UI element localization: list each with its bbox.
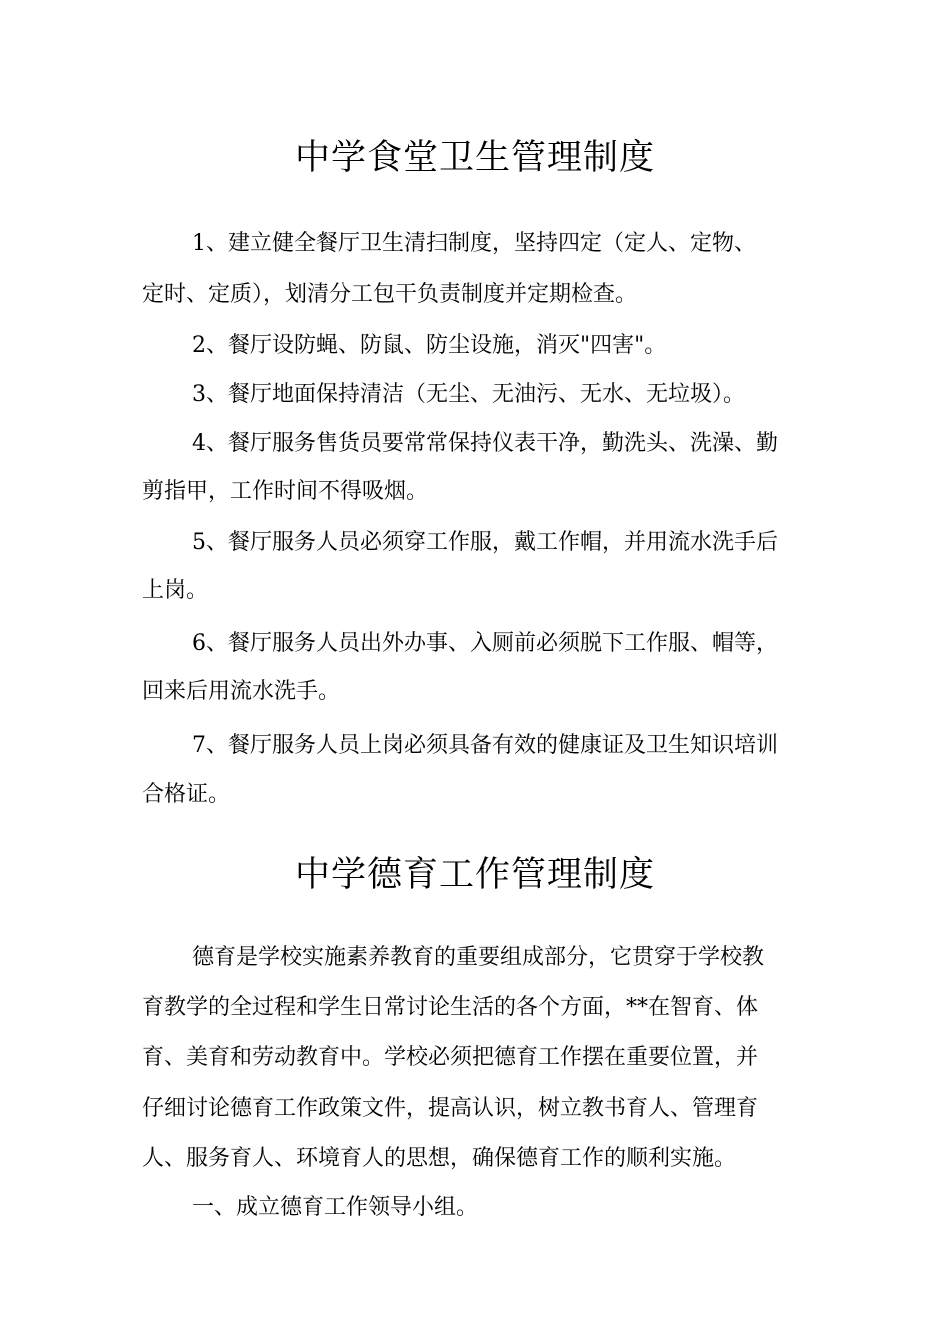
s2-paragraph-line-2: 育教学的全过程和学生日常讨论生活的各个方面，**在智育、体 (142, 995, 759, 1020)
s1-item-4-line-1: 4、餐厅服务售货员要常常保持仪表干净，勤洗头、洗澡、勤 (192, 431, 778, 456)
s1-item-1-line-1: 1、建立健全餐厅卫生清扫制度，坚持四定（定人、定物、 (192, 231, 756, 256)
s1-item-7-line-2: 合格证。 (142, 782, 231, 807)
s1-item-7-line-1: 7、餐厅服务人员上岗必须具备有效的健康证及卫生知识培训 (192, 733, 778, 758)
s1-item-5-line-1: 5、餐厅服务人员必须穿工作服，戴工作帽，并用流水洗手后 (192, 530, 778, 555)
s2-paragraph-line-3: 育、美育和劳动教育中。学校必须把德育工作摆在重要位置，并 (142, 1045, 759, 1070)
s1-item-5-line-2: 上岗。 (142, 578, 209, 603)
s1-item-6-line-2: 回来后用流水洗手。 (142, 679, 341, 704)
s2-paragraph-line-1: 德育是学校实施素养教育的重要组成部分，它贯穿于学校教 (192, 945, 765, 970)
s2-heading-1: 一、成立德育工作领导小组。 (192, 1195, 479, 1220)
section-2-title: 中学德育工作管理制度 (294, 855, 655, 895)
s1-item-3: 3、餐厅地面保持清洁（无尘、无油污、无水、无垃圾）。 (192, 382, 745, 407)
s1-item-6-line-1: 6、餐厅服务人员出外办事、入厕前必须脱下工作服、帽等， (192, 631, 778, 656)
s2-paragraph-line-5: 人、服务育人、环境育人的思想，确保德育工作的顺利实施。 (142, 1146, 737, 1171)
s1-item-4-line-2: 剪指甲，工作时间不得吸烟。 (142, 479, 429, 504)
s1-item-1-line-2: 定时、定质），划清分工包干负责制度并定期检查。 (142, 282, 638, 307)
section-1-title: 中学食堂卫生管理制度 (294, 138, 655, 178)
s1-item-2: 2、餐厅设防蝇、防鼠、防尘设施，消灭"四害"。 (192, 333, 667, 358)
s2-paragraph-line-4: 仔细讨论德育工作政策文件，提高认识，树立教书育人、管理育 (142, 1096, 759, 1121)
